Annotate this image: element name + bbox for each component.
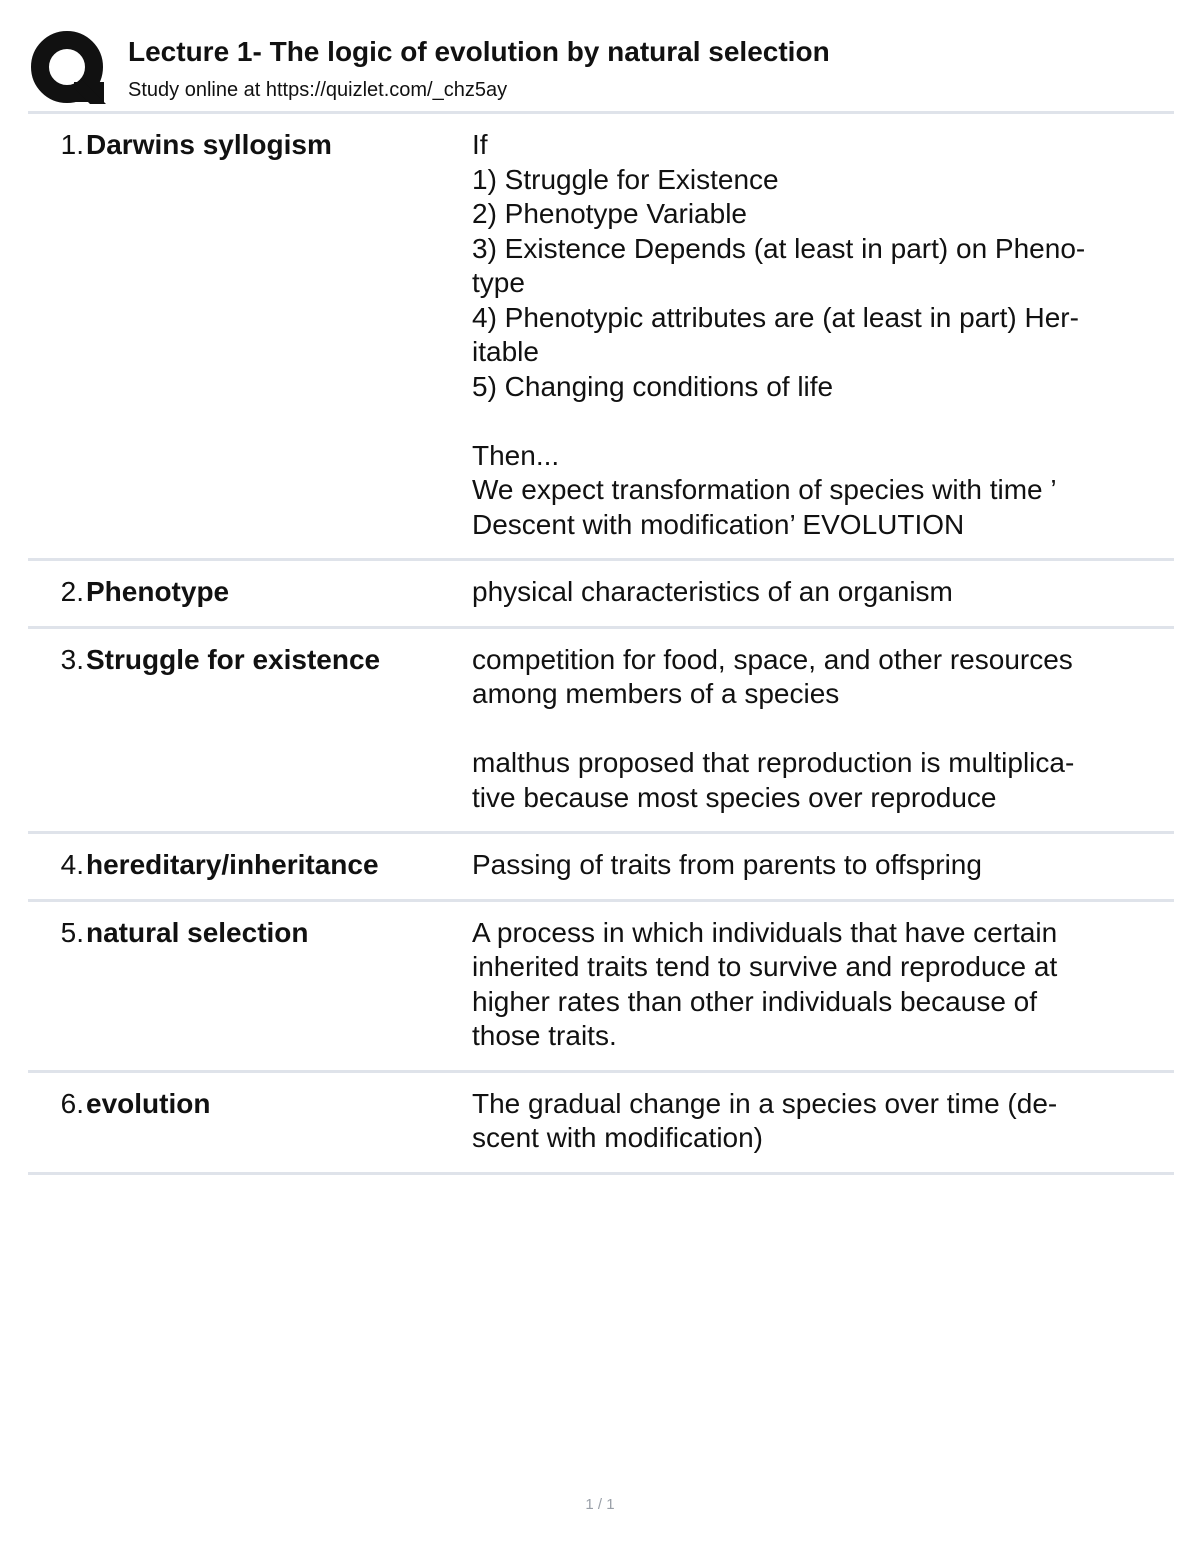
card-term: natural selection [86, 916, 309, 948]
card-definition: physical characteristics of an organism [472, 576, 953, 607]
flashcard-row [28, 1073, 1174, 1175]
card-number: 3. [60, 643, 84, 675]
card-term: Darwins syllogism [86, 129, 332, 160]
flashcard-row [28, 834, 1174, 902]
flashcard-row [28, 902, 1174, 1073]
study-online-link[interactable]: Study online at https://quizlet.com/_chz5ay [128, 79, 508, 101]
card-definition: If 1) Struggle for Existence 2) Phenotype Variable 3) Existence Depends (at least in part) on Pheno- type 4) Phenotypic attributes are (at least in part) Her- itable 5) Changing conditions of life Then... We expect transformation of species with time ’ Descent with modification’ EVOLUTION [472, 129, 1086, 540]
card-number: 5. [60, 916, 84, 948]
card-term: Phenotype [86, 576, 230, 607]
card-definition: The gradual change in a species over time (de- scent with modification) [472, 1087, 1058, 1153]
card-term: Struggle for existence [86, 643, 381, 675]
card-term: hereditary/inheritance [86, 849, 379, 880]
flashcard-row [28, 629, 1174, 835]
card-number: 6. [60, 1087, 84, 1119]
page-indicator: 1 / 1 [585, 1496, 615, 1513]
card-number: 2. [60, 576, 84, 607]
flashcard-row [28, 114, 1174, 561]
flashcard-list [28, 111, 1174, 1175]
page-title: Lecture 1- The logic of evolution by natural selection [128, 36, 830, 67]
card-definition: Passing of traits from parents to offspring [472, 849, 982, 880]
card-number: 4. [60, 849, 84, 880]
card-term: evolution [86, 1087, 211, 1119]
quizlet-q-logo-icon [30, 30, 106, 106]
card-definition: competition for food, space, and other resources among members of a species malthus proposed that reproduction is multiplica- tive because most species over reproduce [472, 643, 1075, 813]
flashcard-row [28, 561, 1174, 629]
document-header [30, 30, 1172, 110]
card-definition: A process in which individuals that have certain inherited traits tend to survive and reproduce at higher rates than other individuals because of those traits. [472, 916, 1058, 1051]
card-number: 1. [60, 129, 84, 160]
